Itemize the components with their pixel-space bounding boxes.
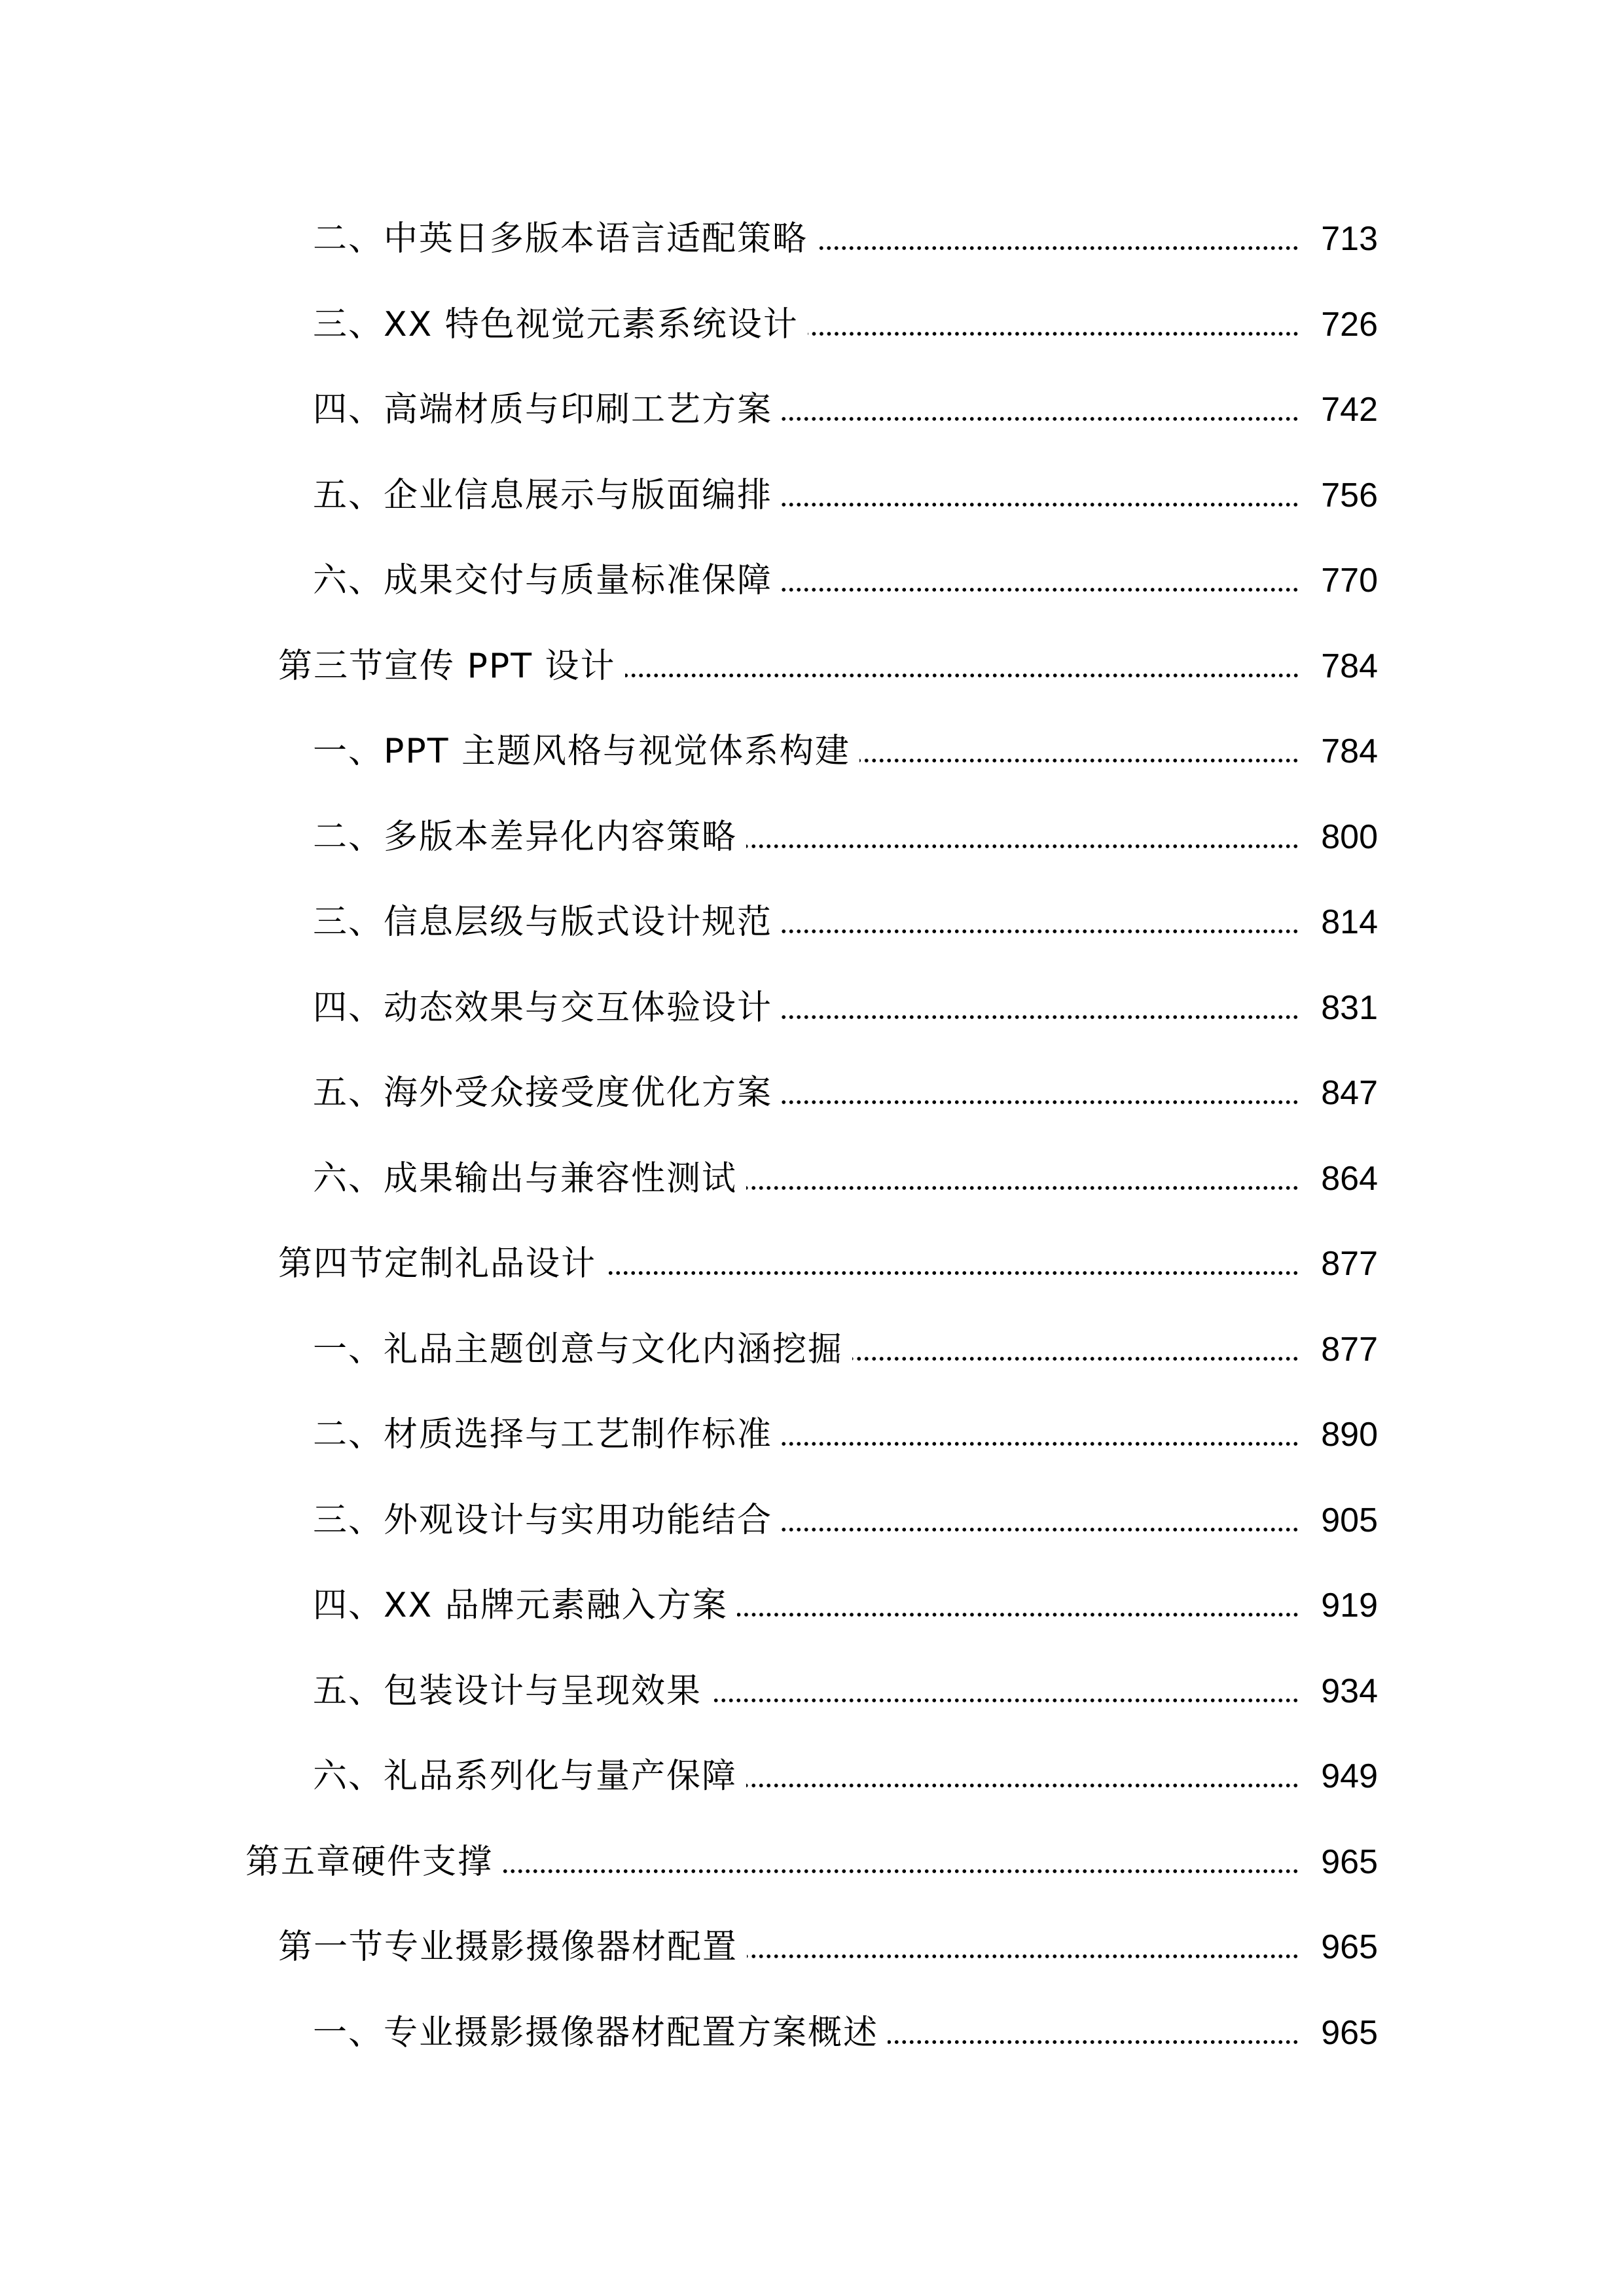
toc-page-number: 770 bbox=[1321, 562, 1378, 600]
dot-leader bbox=[817, 244, 1299, 252]
toc-page-number: 919 bbox=[1321, 1587, 1378, 1625]
toc-entry-title: 四、高端材质与印刷工艺方案 bbox=[313, 390, 773, 430]
toc-page-number: 864 bbox=[1321, 1159, 1378, 1198]
toc-section-entry[interactable] bbox=[0, 1905, 1624, 1990]
toc-entry-title: 三、外观设计与实用功能结合 bbox=[313, 1500, 773, 1540]
dot-leader bbox=[746, 1184, 1299, 1192]
toc-page-number: 742 bbox=[1321, 391, 1378, 429]
toc-entry-title: 三、XX 特色视觉元素系统设计 bbox=[313, 304, 799, 344]
dot-leader bbox=[711, 1696, 1299, 1704]
toc-entry-title: 六、成果输出与兼容性测试 bbox=[313, 1158, 738, 1198]
toc-page-number: 784 bbox=[1321, 647, 1378, 685]
toc-entry[interactable] bbox=[0, 367, 1624, 453]
dot-leader bbox=[747, 1952, 1299, 1960]
toc-page-number: 713 bbox=[1321, 220, 1378, 259]
dot-leader bbox=[746, 1782, 1299, 1789]
toc-chapter-entry[interactable] bbox=[0, 1820, 1624, 1905]
toc-entry-title: 六、成果交付与质量标准保障 bbox=[313, 561, 773, 601]
toc-page-number: 847 bbox=[1321, 1074, 1378, 1113]
dot-leader bbox=[782, 1013, 1299, 1021]
dot-leader bbox=[782, 501, 1299, 509]
toc-entry-title: 二、多版本差异化内容策略 bbox=[313, 817, 738, 857]
dot-leader bbox=[625, 672, 1299, 679]
toc-entry-title: 二、材质选择与工艺制作标准 bbox=[313, 1415, 773, 1455]
dot-leader bbox=[782, 927, 1299, 935]
toc-entry-title: 第一节专业摄影摄像器材配置 bbox=[278, 1928, 738, 1967]
toc-entry[interactable] bbox=[0, 453, 1624, 539]
toc-entry-title: 一、专业摄影摄像器材配置方案概述 bbox=[313, 2013, 879, 2053]
toc-page-number: 965 bbox=[1321, 2013, 1378, 2052]
toc-entry-title: 五、企业信息展示与版面编排 bbox=[313, 475, 773, 515]
dot-leader bbox=[737, 1611, 1299, 1619]
toc-entry-title: 二、中英日多版本语言适配策略 bbox=[313, 219, 808, 259]
toc-entry[interactable] bbox=[0, 1563, 1624, 1649]
toc-entry-title: 五、包装设计与呈现效果 bbox=[313, 1671, 702, 1711]
toc-entry[interactable] bbox=[0, 1734, 1624, 1820]
toc-page-number: 877 bbox=[1321, 1245, 1378, 1283]
toc-page-number: 800 bbox=[1321, 817, 1378, 856]
toc-entry[interactable] bbox=[0, 1136, 1624, 1222]
toc-entry[interactable] bbox=[0, 196, 1624, 282]
dot-leader bbox=[782, 1440, 1299, 1448]
dot-leader bbox=[782, 586, 1299, 594]
toc-page-number: 831 bbox=[1321, 988, 1378, 1027]
dot-leader bbox=[605, 1269, 1299, 1277]
dot-leader bbox=[782, 1526, 1299, 1534]
toc-entry[interactable] bbox=[0, 709, 1624, 795]
toc-entry-title: 三、信息层级与版式设计规范 bbox=[313, 903, 773, 942]
toc-page-number: 784 bbox=[1321, 732, 1378, 771]
dot-leader bbox=[782, 1098, 1299, 1106]
dot-leader bbox=[502, 1867, 1299, 1875]
table-of-contents bbox=[0, 196, 1624, 2075]
toc-entry[interactable] bbox=[0, 282, 1624, 368]
toc-page-number: 877 bbox=[1321, 1330, 1378, 1369]
toc-entry[interactable] bbox=[0, 1392, 1624, 1478]
toc-entry[interactable] bbox=[0, 965, 1624, 1051]
toc-entry-title: 四、XX 品牌元素融入方案 bbox=[313, 1586, 728, 1626]
toc-page-number: 905 bbox=[1321, 1501, 1378, 1539]
toc-entry[interactable] bbox=[0, 1990, 1624, 2076]
dot-leader bbox=[852, 1355, 1299, 1363]
toc-page-number: 756 bbox=[1321, 476, 1378, 514]
toc-entry-title: 第五章硬件支撑 bbox=[245, 1842, 494, 1882]
toc-entry-title: 第四节定制礼品设计 bbox=[278, 1244, 597, 1284]
dot-leader bbox=[888, 2038, 1299, 2046]
toc-page-number: 814 bbox=[1321, 903, 1378, 942]
toc-entry[interactable] bbox=[0, 1478, 1624, 1564]
toc-entry[interactable] bbox=[0, 1050, 1624, 1136]
dot-leader bbox=[808, 330, 1299, 338]
dot-leader bbox=[859, 757, 1299, 764]
toc-entry-title: 六、礼品系列化与量产保障 bbox=[313, 1757, 738, 1797]
dot-leader bbox=[782, 415, 1299, 423]
toc-page-number: 890 bbox=[1321, 1416, 1378, 1454]
toc-entry-title: 五、海外受众接受度优化方案 bbox=[313, 1073, 773, 1113]
toc-page-number: 965 bbox=[1321, 1842, 1378, 1881]
dot-leader bbox=[746, 842, 1299, 850]
toc-entry[interactable] bbox=[0, 795, 1624, 880]
toc-entry[interactable] bbox=[0, 1307, 1624, 1393]
toc-section-entry[interactable] bbox=[0, 624, 1624, 709]
toc-page-number: 965 bbox=[1321, 1928, 1378, 1967]
toc-section-entry[interactable] bbox=[0, 1221, 1624, 1307]
toc-page-number: 934 bbox=[1321, 1672, 1378, 1710]
toc-entry-title: 一、PPT 主题风格与视觉体系构建 bbox=[313, 732, 851, 772]
toc-page-number: 726 bbox=[1321, 305, 1378, 344]
toc-entry-title: 四、动态效果与交互体验设计 bbox=[313, 988, 773, 1028]
toc-entry[interactable] bbox=[0, 538, 1624, 624]
toc-page-number: 949 bbox=[1321, 1757, 1378, 1796]
toc-entry-title: 一、礼品主题创意与文化内涵挖掘 bbox=[313, 1329, 844, 1369]
toc-entry[interactable] bbox=[0, 1649, 1624, 1734]
toc-entry-title: 第三节宣传 PPT 设计 bbox=[278, 646, 616, 686]
toc-entry[interactable] bbox=[0, 880, 1624, 965]
